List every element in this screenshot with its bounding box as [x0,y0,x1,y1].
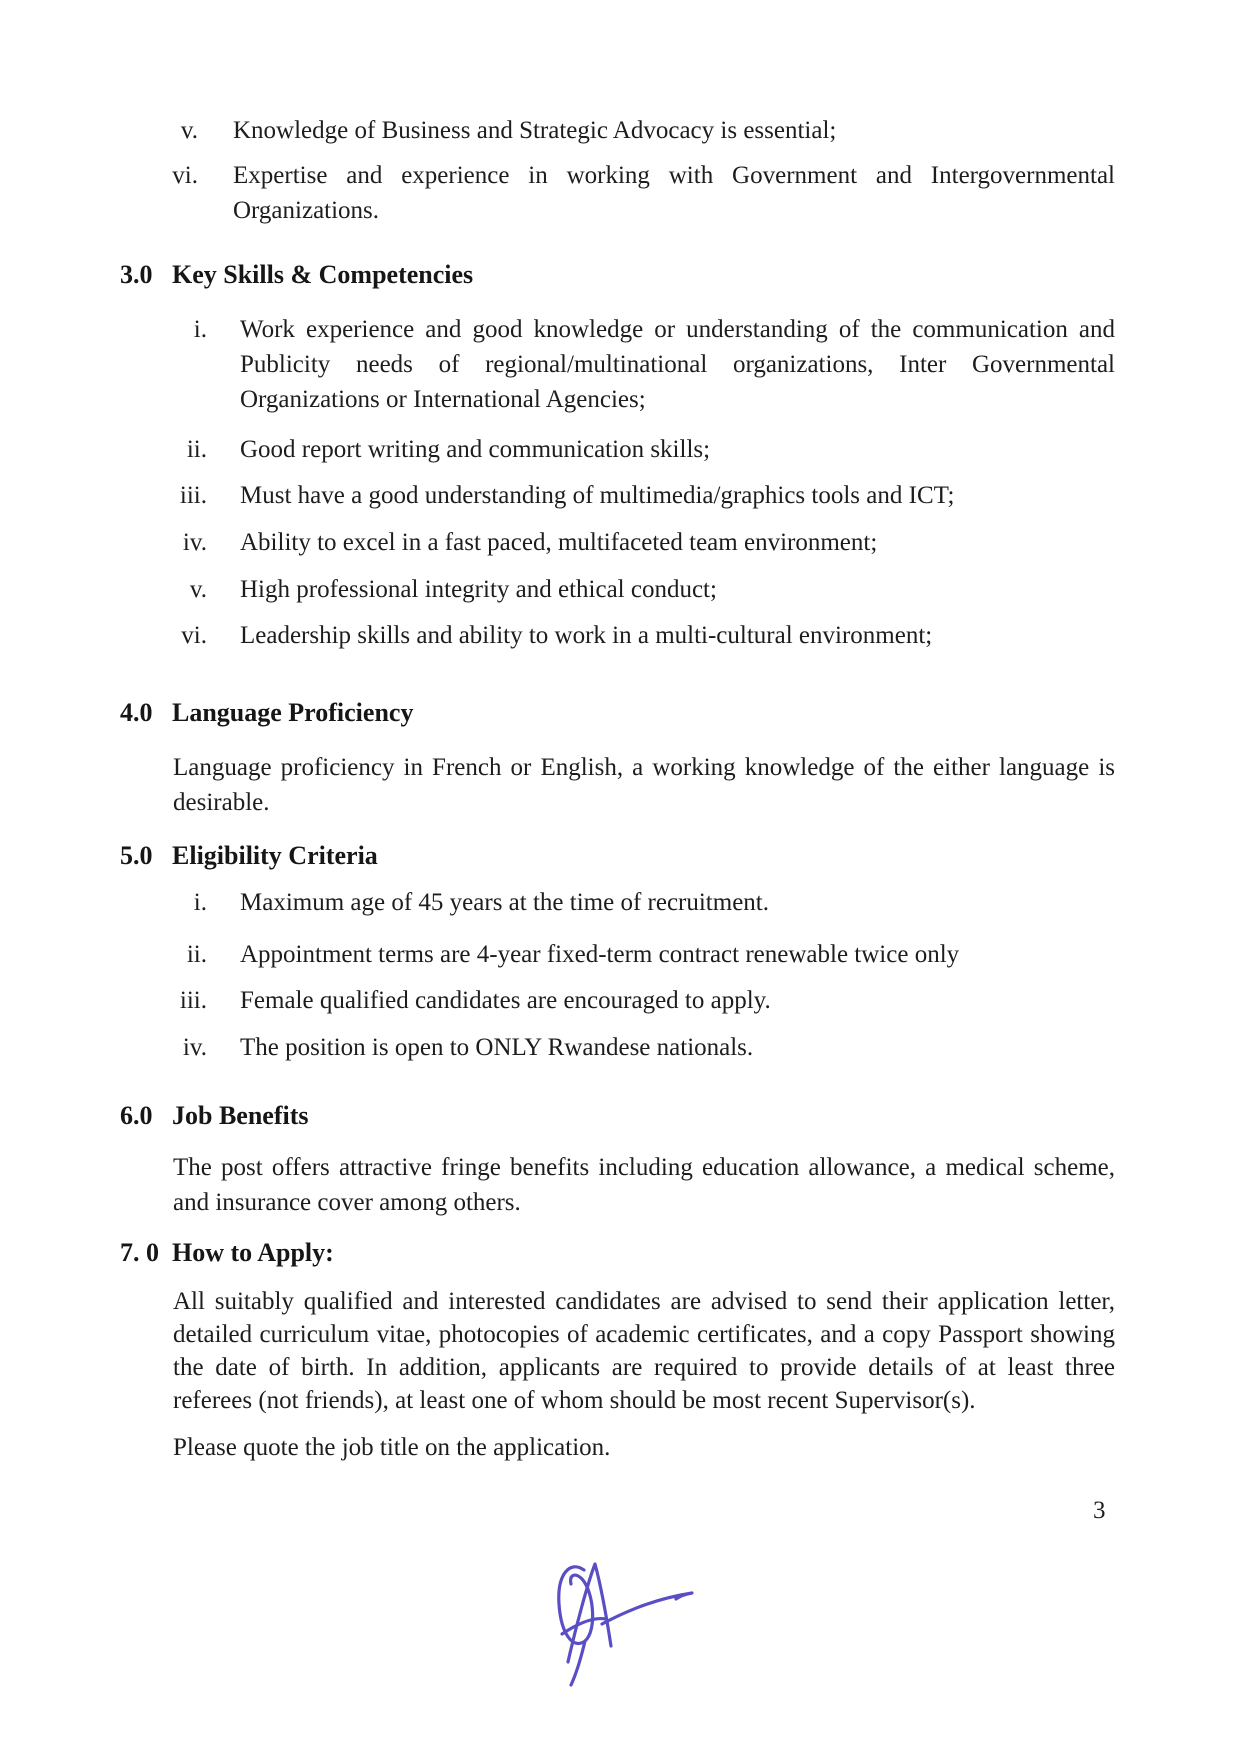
section-number: 7. 0 [120,1238,159,1267]
list-item-numeral: iii. [179,482,207,509]
list-item-text: Work experience and good knowledge or understanding of the communication and Publicity needs of regional/multinational organizations, Inter Governmental Organizations or International Agencies; [240,316,1115,413]
list-item-text: Maximum age of 45 years at the time of recruitment. [240,889,769,916]
list-item-numeral: iv. [182,1034,207,1061]
list-item-numeral: i. [193,889,207,916]
list-item-text: Appointment terms are 4-year fixed-term contract renewable twice only [240,941,960,968]
intro-list-item [120,113,1115,148]
section-title: Key Skills & Competencies [172,260,474,289]
section-title: How to Apply: [172,1238,334,1267]
section-paragraph: All suitably qualified and interested candidates are advised to send their application letter, detailed curriculum vitae, photocopies of academic certificates, and a copy Passport showing the date of birth. In addition, applicants are required to provide details of at least three referees (not friends), at least one of whom should be most recent Supervisor(s). [173,1288,1115,1414]
list-item-text: Knowledge of Business and Strategic Advocacy is essential; [233,117,837,144]
section-list-item [120,525,1115,560]
section-paragraph: The post offers attractive fringe benefits including education allowance, a medical scheme, and insurance cover among others. [173,1154,1115,1216]
section-number: 6.0 [120,1101,153,1130]
section-heading [120,1098,1115,1133]
section-number: 3.0 [120,260,153,289]
list-item-numeral: vi. [181,622,207,649]
section-paragraph: Please quote the job title on the application. [173,1434,611,1461]
signature-ink [540,1548,710,1693]
list-item-numeral: iv. [182,529,207,556]
section-list-item [120,478,1115,513]
section-title: Job Benefits [172,1101,309,1130]
section-list-item [120,572,1115,607]
intro-list-item [120,158,1115,228]
list-item-numeral: iii. [179,987,207,1014]
list-item-numeral: ii. [186,436,207,463]
section-list-item [120,885,1115,920]
list-item-numeral: i. [193,316,207,343]
list-item-numeral: v. [189,576,207,603]
page-number: 3 [1093,1497,1106,1524]
section-list-item [120,312,1115,417]
section-title: Language Proficiency [172,698,414,727]
list-item-text: The position is open to ONLY Rwandese nationals. [240,1034,754,1061]
section-list-item [120,983,1115,1018]
section-number: 5.0 [120,841,153,870]
list-item-text: High professional integrity and ethical conduct; [240,576,717,603]
list-item-numeral: vi. [172,162,198,189]
section-heading [120,1235,1115,1270]
section-heading [120,695,1115,730]
list-item-text: Ability to excel in a fast paced, multifaceted team environment; [240,529,878,556]
list-item-text: Leadership skills and ability to work in a multi-cultural environment; [240,622,933,649]
section-number: 4.0 [120,698,153,727]
list-item-text: Good report writing and communication skills; [240,436,711,463]
section-title: Eligibility Criteria [172,841,378,870]
section-paragraph: Language proficiency in French or English, a working knowledge of the either language is desirable. [173,754,1115,816]
list-item-text: Must have a good understanding of multimedia/graphics tools and ICT; [240,482,955,509]
list-item-numeral: v. [180,117,198,144]
section-list-item [120,1030,1115,1065]
document-content [120,0,1115,1465]
section-list-item [120,937,1115,972]
section-heading [120,838,1115,873]
list-item-text: Expertise and experience in working with Government and Intergovernmental Organizations. [233,162,1115,224]
list-item-text: Female qualified candidates are encouraged to apply. [240,987,771,1014]
section-list-item [120,618,1115,653]
section-list-item [120,432,1115,467]
list-item-numeral: ii. [186,941,207,968]
section-heading [120,257,1115,292]
